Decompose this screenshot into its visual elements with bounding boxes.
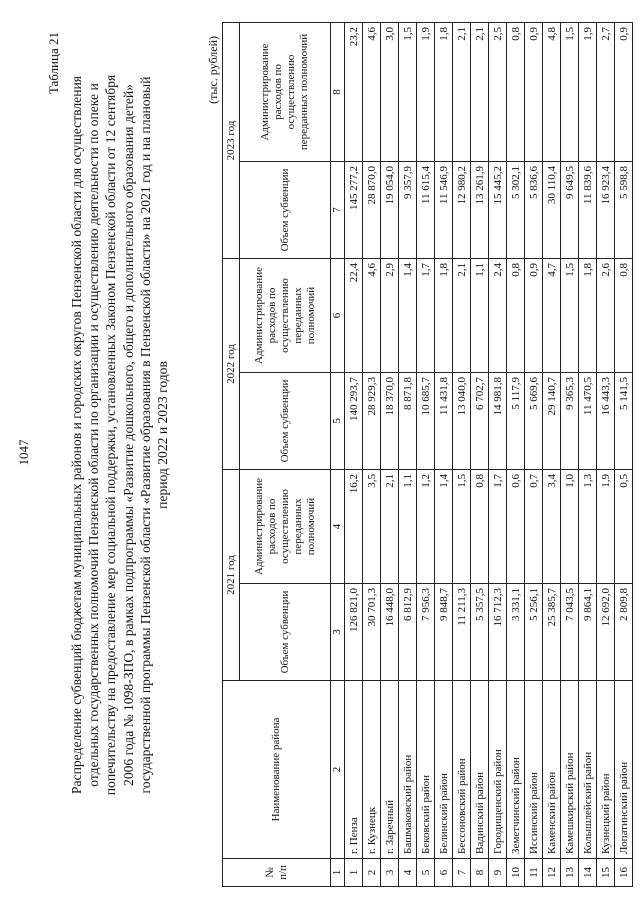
column-number: 4 (331, 470, 345, 584)
volume-2022: 16 443,3 (597, 373, 615, 470)
row-number: 11 (525, 859, 543, 887)
column-number: 1 (331, 859, 345, 887)
admin-2021: 1,7 (489, 470, 507, 584)
admin-2022: 22,4 (345, 259, 363, 373)
volume-2023: 11 546,9 (435, 162, 453, 259)
admin-2021: 2,1 (381, 470, 399, 584)
volume-2021: 16 712,3 (489, 584, 507, 681)
column-number: 2 (331, 681, 345, 859)
table-number: Таблица 21 (46, 32, 61, 95)
table-row (489, 23, 507, 887)
admin-2021: 1,3 (579, 470, 597, 584)
volume-2021: 9 848,7 (435, 584, 453, 681)
volume-2023: 19 054,0 (381, 162, 399, 259)
admin-2023: 1,9 (417, 23, 435, 162)
table-row (561, 23, 579, 887)
row-number: 13 (561, 859, 579, 887)
volume-2021: 5 256,1 (525, 584, 543, 681)
district-name: г. Заречный (381, 681, 399, 859)
header-name: Наименование района (223, 681, 331, 859)
header-admin-2022: Администрирование расходов по осуществлению переданных полномочий (240, 259, 331, 373)
admin-2022: 0,8 (615, 259, 633, 373)
district-name: Вадинский район (471, 681, 489, 859)
volume-2022: 5 117,9 (507, 373, 525, 470)
volume-2023: 5 302,1 (507, 162, 525, 259)
district-name: Земетчинский район (507, 681, 525, 859)
document-title: Распределение субвенций бюджетам муниципальных районов и городских округов Пензенской области для осуществления отдельных государственных полномочий Пензенской области по организации и осуществлению деятельности по опеке и попечительству на предоставление мер социальной поддержки, установленных Законом Пензенской области от 12 сентября 2006 года № 1098-ЗПО, в рамках подпрограммы «Развитие дошкольного, общего и дополнительного образования детей» государственной программы Пензенской области «Развитие образования в Пензенской области» на 2021 год и на плановый период 2022 и 2023 годов (69, 74, 171, 796)
admin-2023: 1,8 (435, 23, 453, 162)
volume-2021: 7 043,5 (561, 584, 579, 681)
admin-2023: 2,1 (471, 23, 489, 162)
volume-2022: 9 365,3 (561, 373, 579, 470)
row-number: 4 (399, 859, 417, 887)
volume-2021: 25 385,7 (543, 584, 561, 681)
volume-2021: 7 956,3 (417, 584, 435, 681)
volume-2022: 8 871,8 (399, 373, 417, 470)
volume-2021: 126 821,0 (345, 584, 363, 681)
admin-2022: 1,5 (561, 259, 579, 373)
admin-2023: 4,6 (363, 23, 381, 162)
column-number: 5 (331, 373, 345, 470)
row-number: 10 (507, 859, 525, 887)
admin-2023: 0,9 (525, 23, 543, 162)
volume-2023: 13 261,9 (471, 162, 489, 259)
row-number: 1 (345, 859, 363, 887)
row-number: 9 (489, 859, 507, 887)
table-row (345, 23, 363, 887)
volume-2021: 6 812,9 (399, 584, 417, 681)
volume-2023: 5 598,8 (615, 162, 633, 259)
admin-2021: 0,5 (615, 470, 633, 584)
table-row (399, 23, 417, 887)
volume-2022: 14 981,8 (489, 373, 507, 470)
page-number: 1047 (16, 439, 31, 466)
district-name: г. Кузнецк (363, 681, 381, 859)
header-year-2022: 2022 год (223, 259, 240, 470)
volume-2021: 30 701,3 (363, 584, 381, 681)
volume-2023: 15 445,2 (489, 162, 507, 259)
admin-2021: 1,0 (561, 470, 579, 584)
column-number-row (331, 23, 345, 887)
volume-2021: 12 692,0 (597, 584, 615, 681)
volume-2022: 11 431,8 (435, 373, 453, 470)
admin-2021: 3,4 (543, 470, 561, 584)
volume-2021: 11 211,3 (453, 584, 471, 681)
header-volume-2021: Объем субвенции (240, 584, 331, 681)
district-name: Белинский район (435, 681, 453, 859)
district-name: Колышлейский район (579, 681, 597, 859)
volume-2022: 5 669,6 (525, 373, 543, 470)
admin-2021: 0,8 (471, 470, 489, 584)
table-row (579, 23, 597, 887)
volume-2023: 11 839,6 (579, 162, 597, 259)
header-volume-2022: Объем субвенции (240, 373, 331, 470)
table-row (435, 23, 453, 887)
header-volume-2023: Объем субвенции (240, 162, 331, 259)
district-name: Бековский район (417, 681, 435, 859)
header-year-2021: 2021 год (223, 470, 240, 681)
district-name: Башмаковский район (399, 681, 417, 859)
column-number: 7 (331, 162, 345, 259)
column-number: 6 (331, 259, 345, 373)
volume-2021: 9 864,1 (579, 584, 597, 681)
header-admin-2023: Администрирование расходов по осуществлению переданных полномочий (240, 23, 331, 162)
admin-2022: 4,7 (543, 259, 561, 373)
admin-2022: 0,8 (507, 259, 525, 373)
row-number: 15 (597, 859, 615, 887)
row-number: 3 (381, 859, 399, 887)
row-number: 14 (579, 859, 597, 887)
admin-2021: 1,4 (435, 470, 453, 584)
column-number: 3 (331, 584, 345, 681)
volume-2023: 145 277,2 (345, 162, 363, 259)
admin-2023: 2,7 (597, 23, 615, 162)
district-name: Городищенский район (489, 681, 507, 859)
admin-2023: 23,2 (345, 23, 363, 162)
admin-2021: 0,7 (525, 470, 543, 584)
district-name: г. Пенза (345, 681, 363, 859)
volume-2023: 5 836,6 (525, 162, 543, 259)
admin-2023: 3,0 (381, 23, 399, 162)
admin-2023: 0,8 (507, 23, 525, 162)
admin-2022: 1,8 (579, 259, 597, 373)
header-admin-2021: Администрирование расходов по осуществлению переданных полномочий (240, 470, 331, 584)
table-row (615, 23, 633, 887)
volume-2022: 140 293,7 (345, 373, 363, 470)
admin-2022: 2,6 (597, 259, 615, 373)
admin-2022: 0,9 (525, 259, 543, 373)
table-row (381, 23, 399, 887)
district-name: Камешкирский район (561, 681, 579, 859)
admin-2022: 1,1 (471, 259, 489, 373)
table-row (525, 23, 543, 887)
admin-2021: 3,5 (363, 470, 381, 584)
admin-2023: 2,5 (489, 23, 507, 162)
table-row (363, 23, 381, 887)
admin-2023: 2,1 (453, 23, 471, 162)
volume-2022: 29 140,7 (543, 373, 561, 470)
table-row (543, 23, 561, 887)
district-name: Каменский район (543, 681, 561, 859)
volume-2021: 3 331,1 (507, 584, 525, 681)
volume-2022: 18 370,0 (381, 373, 399, 470)
volume-2022: 28 929,3 (363, 373, 381, 470)
admin-2023: 4,8 (543, 23, 561, 162)
table-row (471, 23, 489, 887)
row-number: 12 (543, 859, 561, 887)
row-number: 6 (435, 859, 453, 887)
admin-2022: 2,1 (453, 259, 471, 373)
volume-2021: 16 448,0 (381, 584, 399, 681)
volume-2022: 13 040,0 (453, 373, 471, 470)
admin-2022: 4,6 (363, 259, 381, 373)
table-row (507, 23, 525, 887)
volume-2023: 28 870,0 (363, 162, 381, 259)
header-year-2023: 2023 год (223, 23, 240, 259)
admin-2021: 0,6 (507, 470, 525, 584)
row-number: 2 (363, 859, 381, 887)
table-row (453, 23, 471, 887)
volume-2022: 10 685,7 (417, 373, 435, 470)
volume-2022: 11 470,5 (579, 373, 597, 470)
volume-2023: 11 615,4 (417, 162, 435, 259)
column-number: 8 (331, 23, 345, 162)
admin-2023: 1,5 (561, 23, 579, 162)
district-name: Бессоновский район (453, 681, 471, 859)
volume-2022: 6 702,7 (471, 373, 489, 470)
admin-2022: 2,9 (381, 259, 399, 373)
admin-2021: 16,2 (345, 470, 363, 584)
subvention-table (222, 22, 633, 887)
volume-2021: 2 809,8 (615, 584, 633, 681)
admin-2023: 1,5 (399, 23, 417, 162)
table-body (345, 23, 633, 887)
admin-2023: 1,9 (579, 23, 597, 162)
admin-2023: 0,9 (615, 23, 633, 162)
volume-2023: 30 110,4 (543, 162, 561, 259)
district-name: Иссинский район (525, 681, 543, 859)
admin-2022: 2,4 (489, 259, 507, 373)
admin-2021: 1,1 (399, 470, 417, 584)
admin-2022: 1,7 (417, 259, 435, 373)
units-label: (тыс. рублей) (206, 36, 220, 104)
row-number: 8 (471, 859, 489, 887)
volume-2023: 9 649,5 (561, 162, 579, 259)
volume-2023: 16 923,4 (597, 162, 615, 259)
row-number: 7 (453, 859, 471, 887)
volume-2021: 5 357,5 (471, 584, 489, 681)
row-number: 16 (615, 859, 633, 887)
admin-2021: 1,9 (597, 470, 615, 584)
header-num: № п/п (223, 859, 331, 887)
volume-2023: 12 980,2 (453, 162, 471, 259)
table-row (597, 23, 615, 887)
admin-2022: 1,4 (399, 259, 417, 373)
district-name: Кузнецкий район (597, 681, 615, 859)
admin-2021: 1,2 (417, 470, 435, 584)
admin-2021: 1,5 (453, 470, 471, 584)
volume-2022: 5 141,5 (615, 373, 633, 470)
district-name: Лопатинский район (615, 681, 633, 859)
table-row (417, 23, 435, 887)
row-number: 5 (417, 859, 435, 887)
volume-2023: 9 357,9 (399, 162, 417, 259)
admin-2022: 1,8 (435, 259, 453, 373)
